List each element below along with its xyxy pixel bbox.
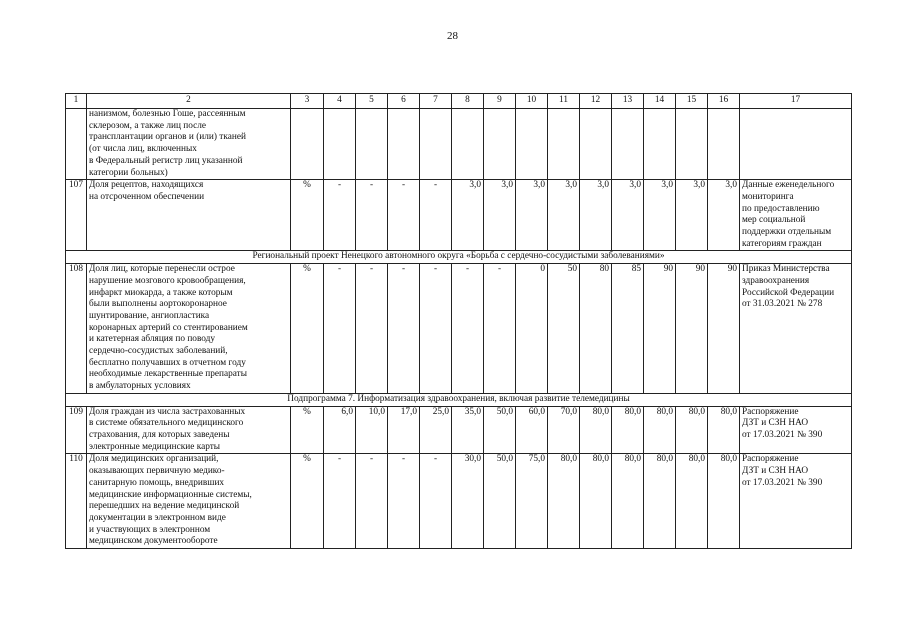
row-number: 108 xyxy=(66,264,87,394)
empty-cell xyxy=(324,109,356,180)
unit-cell: % xyxy=(291,180,324,251)
empty-cell xyxy=(356,109,388,180)
value-cell: - xyxy=(420,264,452,394)
header-cell: 17 xyxy=(740,94,852,109)
value-cell: 6,0 xyxy=(324,406,356,454)
empty-cell xyxy=(420,109,452,180)
value-cell: 25,0 xyxy=(420,406,452,454)
value-cell: 50,0 xyxy=(484,454,516,549)
header-cell: 5 xyxy=(356,94,388,109)
header-cell: 11 xyxy=(548,94,580,109)
table-row xyxy=(66,406,852,454)
value-cell: 60,0 xyxy=(516,406,548,454)
value-cell: 85 xyxy=(612,264,644,394)
indicator-name: Доля граждан из числа застрахованных в системе обязательного медицинского страхования, для которых заведены электронные медицинские карты xyxy=(87,406,291,454)
unit-cell: % xyxy=(291,406,324,454)
row-number: 107 xyxy=(66,180,87,251)
header-cell: 16 xyxy=(708,94,740,109)
empty-cell xyxy=(291,109,324,180)
header-cell: 15 xyxy=(676,94,708,109)
value-cell: 80,0 xyxy=(708,454,740,549)
unit-cell: % xyxy=(291,264,324,394)
value-cell: 3,0 xyxy=(708,180,740,251)
header-cell: 6 xyxy=(388,94,420,109)
header-cell: 12 xyxy=(580,94,612,109)
section-row xyxy=(66,251,852,264)
header-cell: 10 xyxy=(516,94,548,109)
source-document: Приказ Министерства здравоохранения Российской Федерации от 31.03.2021 № 278 xyxy=(740,264,852,394)
value-cell: 80,0 xyxy=(580,454,612,549)
value-cell: 3,0 xyxy=(452,180,484,251)
value-cell: 75,0 xyxy=(516,454,548,549)
empty-cell xyxy=(388,109,420,180)
value-cell: 80,0 xyxy=(612,406,644,454)
indicator-name: Доля лиц, которые перенесли острое нарушение мозгового кровообращения, инфаркт миокарда, а также которым были выполнены аортокоронарное шунтирование, ангиопластика коронарных артерий со стентированием и катетерная абляция по поводу сердечно-сосудистых заболеваний, бесплатно получавших в отчетном году необходимые лекарственные препараты в амбулаторных условиях xyxy=(87,264,291,394)
value-cell: - xyxy=(388,454,420,549)
value-cell: - xyxy=(420,180,452,251)
header-cell: 9 xyxy=(484,94,516,109)
header-cell: 14 xyxy=(644,94,676,109)
table-row xyxy=(66,454,852,549)
empty-cell xyxy=(676,109,708,180)
value-cell: 50,0 xyxy=(484,406,516,454)
empty-cell xyxy=(740,109,852,180)
value-cell: 3,0 xyxy=(612,180,644,251)
value-cell: - xyxy=(388,180,420,251)
indicators-table xyxy=(65,93,852,549)
empty-cell xyxy=(708,109,740,180)
page-number: 28 xyxy=(447,30,458,42)
value-cell: 35,0 xyxy=(452,406,484,454)
value-cell: 0 xyxy=(516,264,548,394)
value-cell: 80,0 xyxy=(676,406,708,454)
value-cell: 3,0 xyxy=(484,180,516,251)
value-cell: 80,0 xyxy=(644,406,676,454)
value-cell: 80,0 xyxy=(676,454,708,549)
value-cell: 3,0 xyxy=(548,180,580,251)
value-cell: - xyxy=(356,180,388,251)
value-cell: 3,0 xyxy=(644,180,676,251)
value-cell: 3,0 xyxy=(676,180,708,251)
header-cell: 8 xyxy=(452,94,484,109)
row-number-cell xyxy=(66,109,87,180)
empty-cell xyxy=(580,109,612,180)
value-cell: 80 xyxy=(580,264,612,394)
value-cell: 80,0 xyxy=(708,406,740,454)
value-cell: - xyxy=(324,264,356,394)
value-cell: - xyxy=(484,264,516,394)
value-cell: - xyxy=(356,454,388,549)
indicator-name: нанизмом, болезнью Гоше, рассеянным склерозом, а также лиц после трансплантации органов и (или) тканей (от числа лиц, включенных в Федеральный регистр лиц указанной категории больных) xyxy=(87,109,291,180)
value-cell: - xyxy=(324,454,356,549)
value-cell: 90 xyxy=(644,264,676,394)
table-row xyxy=(66,180,852,251)
header-cell: 3 xyxy=(291,94,324,109)
value-cell: 30,0 xyxy=(452,454,484,549)
source-document: Распоряжение ДЗТ и СЗН НАО от 17.03.2021 № 390 xyxy=(740,406,852,454)
empty-cell xyxy=(548,109,580,180)
value-cell: 10,0 xyxy=(356,406,388,454)
value-cell: 90 xyxy=(676,264,708,394)
header-cell: 1 xyxy=(66,94,87,109)
table-header xyxy=(66,94,852,109)
header-cell: 4 xyxy=(324,94,356,109)
value-cell: 90 xyxy=(708,264,740,394)
unit-cell: % xyxy=(291,454,324,549)
value-cell: - xyxy=(420,454,452,549)
value-cell: 3,0 xyxy=(580,180,612,251)
indicator-name: Доля рецептов, находящихся на отсроченном обеспечении xyxy=(87,180,291,251)
value-cell: - xyxy=(452,264,484,394)
value-cell: 80,0 xyxy=(644,454,676,549)
header-cell: 7 xyxy=(420,94,452,109)
value-cell: 80,0 xyxy=(548,454,580,549)
row-number: 110 xyxy=(66,454,87,549)
source-document: Данные еженедельного мониторинга по предоставлению мер социальной поддержки отдельным категориям граждан xyxy=(740,180,852,251)
empty-cell xyxy=(452,109,484,180)
empty-cell xyxy=(644,109,676,180)
empty-cell xyxy=(516,109,548,180)
section-title: Подпрограмма 7. Информатизация здравоохранения, включая развитие телемедицины xyxy=(66,393,852,406)
value-cell: 17,0 xyxy=(388,406,420,454)
value-cell: 3,0 xyxy=(516,180,548,251)
value-cell: 80,0 xyxy=(612,454,644,549)
table-body xyxy=(66,109,852,549)
header-cell: 13 xyxy=(612,94,644,109)
empty-cell xyxy=(612,109,644,180)
section-row xyxy=(66,393,852,406)
header-cell: 2 xyxy=(87,94,291,109)
value-cell: 70,0 xyxy=(548,406,580,454)
value-cell: - xyxy=(324,180,356,251)
value-cell: - xyxy=(388,264,420,394)
indicator-name: Доля медицинских организаций, оказывающих первичную медико- санитарную помощь, внедривших медицинские информационные системы, перешедших на ведение медицинской документации в электронном виде и участвующих в электронном медицинском документообороте xyxy=(87,454,291,549)
table-row xyxy=(66,264,852,394)
source-document: Распоряжение ДЗТ и СЗН НАО от 17.03.2021 № 390 xyxy=(740,454,852,549)
table-row xyxy=(66,109,852,180)
value-cell: - xyxy=(356,264,388,394)
row-number: 109 xyxy=(66,406,87,454)
value-cell: 50 xyxy=(548,264,580,394)
value-cell: 80,0 xyxy=(580,406,612,454)
empty-cell xyxy=(484,109,516,180)
section-title: Региональный проект Ненецкого автономного округа «Борьба с сердечно-сосудистыми заболеваниями» xyxy=(66,251,852,264)
